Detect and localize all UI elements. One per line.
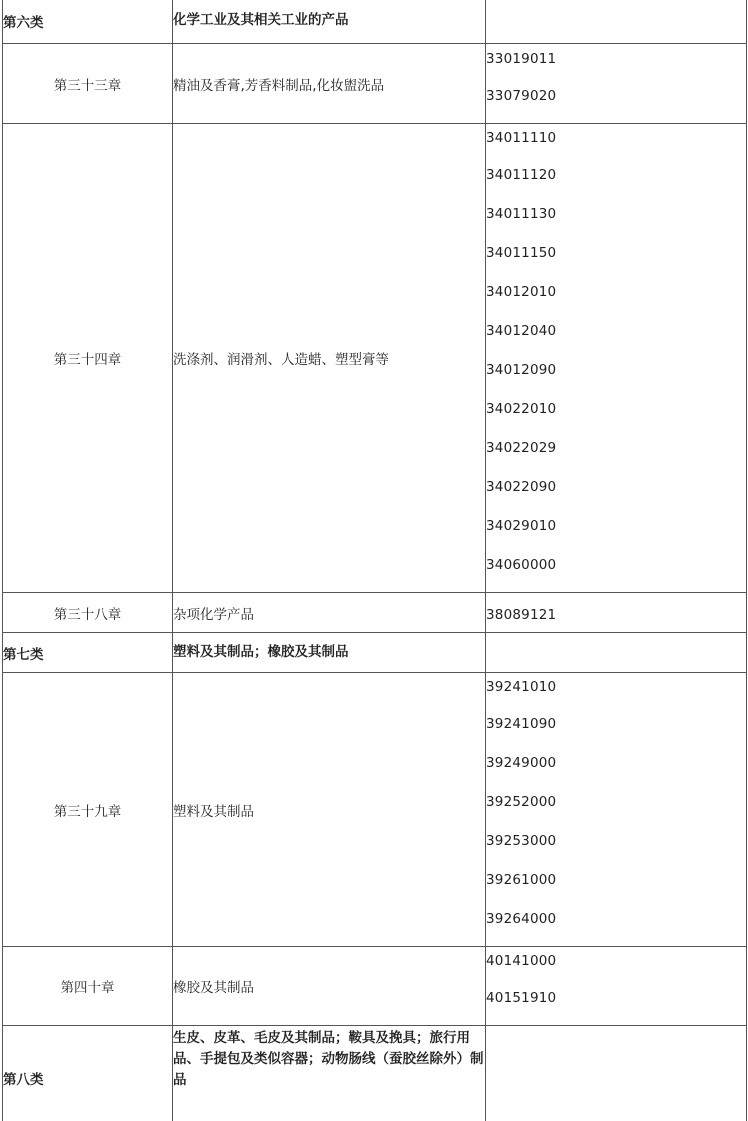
hs-code: 33079020 — [486, 87, 557, 104]
hs-code: 39253000 — [486, 833, 557, 849]
hs-code: 34012010 — [486, 284, 557, 300]
hs-code: 34022010 — [486, 401, 557, 417]
hs-code: 34011130 — [486, 206, 557, 222]
hs-code: 39241010 — [486, 679, 557, 695]
chapter-row — [3, 593, 747, 633]
hs-code: 39252000 — [486, 794, 557, 810]
chapter-description: 洗涤剂、润滑剂、人造蜡、塑型膏等 — [173, 124, 486, 593]
hs-code: 40151910 — [486, 990, 557, 1006]
category-row — [3, 0, 747, 44]
hs-code: 33019011 — [486, 50, 557, 67]
chapter-description: 塑料及其制品 — [173, 673, 486, 947]
hs-code: 34011120 — [486, 167, 557, 183]
hs-code: 34029010 — [486, 518, 557, 534]
category-description: 化学工业及其相关工业的产品 — [173, 0, 486, 44]
chapter-name: 第三十九章 — [3, 673, 173, 947]
hs-code: 39264000 — [486, 911, 557, 927]
hs-code: 39249000 — [486, 755, 557, 771]
category-name: 第八类 — [3, 1026, 173, 1121]
chapter-row — [3, 124, 747, 593]
hs-code-list — [486, 44, 747, 124]
chapter-name: 第三十四章 — [3, 124, 173, 593]
chapter-description: 精油及香膏,芳香料制品,化妆盥洗品 — [173, 44, 486, 124]
category-code-cell — [486, 1026, 747, 1121]
hs-code: 38089121 — [486, 606, 557, 623]
hs-code: 34022029 — [486, 440, 557, 456]
hs-code: 34012040 — [486, 323, 557, 339]
chapter-name: 第四十章 — [3, 947, 173, 1026]
hs-code: 34022090 — [486, 479, 557, 495]
category-description: 生皮、皮革、毛皮及其制品；鞍具及挽具；旅行用品、手提包及类似容器；动物肠线（蚕胶丝除外）制品 — [173, 1026, 486, 1121]
category-code-cell — [486, 0, 747, 44]
chapter-name: 第三十三章 — [3, 44, 173, 124]
category-name: 第六类 — [3, 0, 173, 44]
hs-code: 39241090 — [486, 716, 557, 732]
hs-code: 40141000 — [486, 953, 557, 969]
hs-code-list — [486, 673, 747, 947]
category-name: 第七类 — [3, 633, 173, 673]
category-row — [3, 1026, 747, 1121]
category-row — [3, 633, 747, 673]
tariff-code-table — [2, 0, 747, 1121]
chapter-description: 橡胶及其制品 — [173, 947, 486, 1026]
chapter-row — [3, 673, 747, 947]
hs-code: 39261000 — [486, 872, 557, 888]
hs-code: 34011110 — [486, 130, 557, 146]
chapter-row — [3, 947, 747, 1026]
hs-code-list — [486, 124, 747, 593]
chapter-row — [3, 44, 747, 124]
hs-code: 34060000 — [486, 557, 557, 573]
category-description: 塑料及其制品；橡胶及其制品 — [173, 633, 486, 673]
hs-code-list — [486, 947, 747, 1026]
hs-code: 34011150 — [486, 245, 557, 261]
hs-code: 34012090 — [486, 362, 557, 378]
hs-code-list — [486, 593, 747, 633]
chapter-name: 第三十八章 — [3, 593, 173, 633]
category-code-cell — [486, 633, 747, 673]
chapter-description: 杂项化学产品 — [173, 593, 486, 633]
